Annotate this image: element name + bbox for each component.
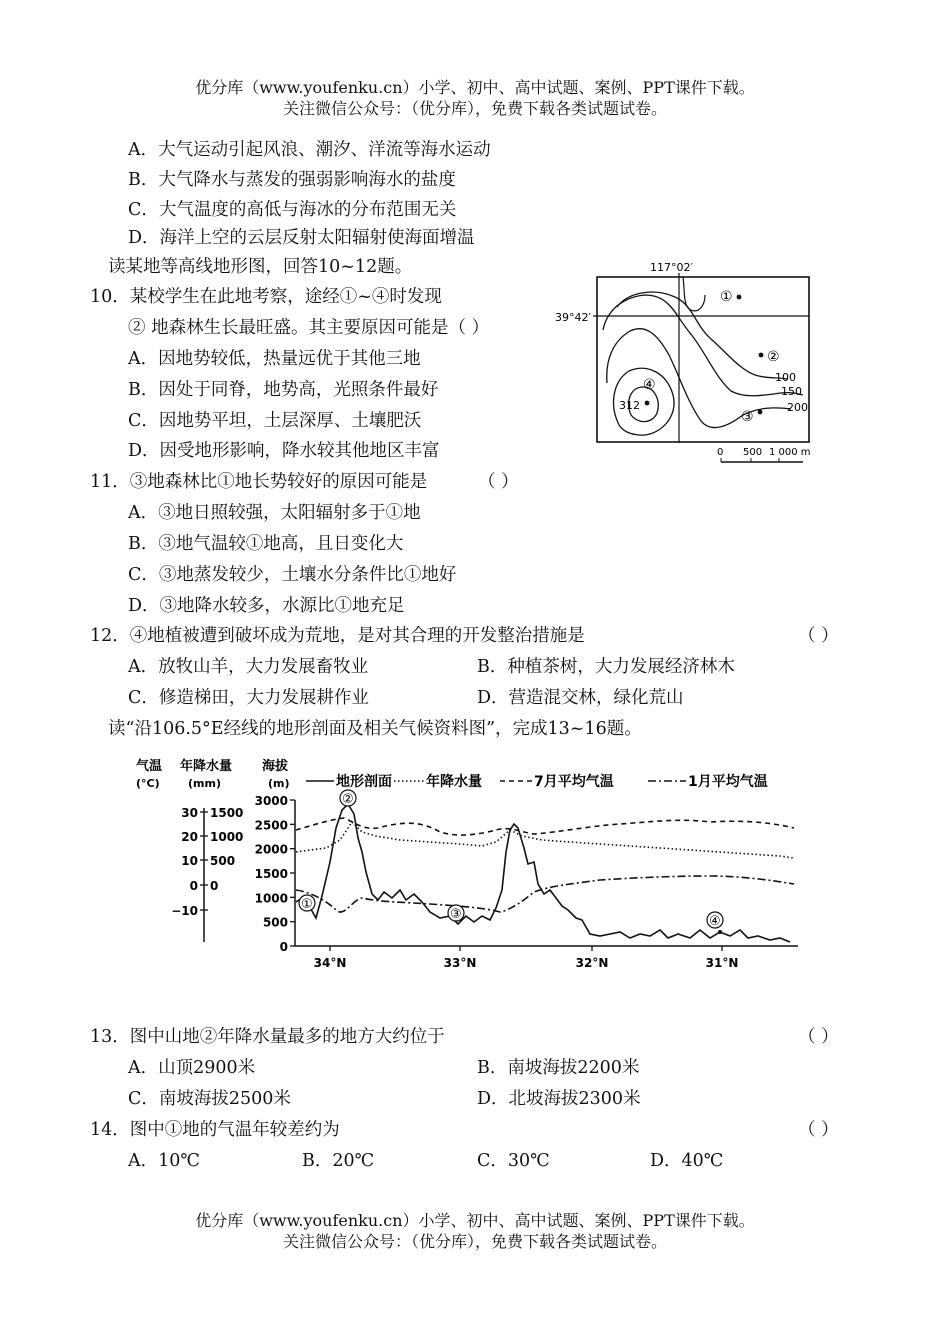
q12-option-d: D．营造混交林，绿化荒山 [477, 688, 684, 708]
unit-temp: (°C) [136, 777, 160, 790]
footer-line-2: 关注微信公众号：（优分库），免费下载各类试题试卷。 [282, 1232, 667, 1251]
q10-option-d: D．因受地形影响，降水较其他地区丰富 [128, 441, 440, 461]
x-tick-label: 31°N [705, 956, 739, 970]
q10-stem-1: 10．某校学生在此地考察，途经①~④时发现 [90, 287, 442, 307]
temp-ticks [171, 806, 208, 918]
precip-line [296, 822, 794, 858]
profile-chart [130, 752, 830, 982]
map-point-3: ③ [741, 409, 754, 425]
q14-stem: 14．图中①地的气温年较差约为 [90, 1120, 340, 1140]
peak-label: 312 [619, 399, 640, 412]
q13-option-b: B．南坡海拔2200米 [477, 1058, 640, 1078]
header-line-1: 优分库（www.youfenku.cn）小学、初中、高中试题、案例、PPT课件下载。 [195, 78, 755, 97]
q14-option-a: A．10℃ [128, 1151, 200, 1171]
scale-0: 0 [717, 447, 724, 458]
elev-tick-label: 1500 [254, 867, 288, 881]
precip-ticks [210, 806, 243, 893]
prev-option-d: D．海洋上空的云层反射太阳辐射使海面增温 [128, 228, 475, 248]
elev-tick-label: 2500 [254, 818, 288, 833]
map-latitude: 39°42′ [555, 311, 591, 324]
q11-option-c: C．③地蒸发较少，土壤水分条件比①地好 [128, 565, 457, 585]
prev-option-c: C．大气温度的高低与海冰的分布范围无关 [128, 200, 457, 220]
elev-tick-label: 2000 [254, 842, 288, 857]
temp-tick-label: 0 [189, 879, 198, 893]
july-temp-line [296, 818, 794, 835]
q14-option-b: B．20℃ [302, 1151, 375, 1171]
map-point-2: ② [767, 349, 780, 365]
q13-paren: （ ） [798, 1027, 839, 1047]
q14-paren: （ ） [798, 1120, 839, 1140]
intro-profile: 读“沿106.5°E经线的地形剖面及相关气候资料图”，完成13~16题。 [108, 719, 642, 739]
q13-option-c: C．南坡海拔2500米 [128, 1089, 291, 1109]
q13-option-a: A．山顶2900米 [128, 1058, 256, 1078]
peak-dot [645, 401, 650, 406]
elev-tick-label: 3000 [254, 794, 288, 808]
q12-stem: 12．④地植被遭到破坏成为荒地，是对其合理的开发整治措施是 [90, 626, 585, 646]
contour-map [555, 255, 825, 470]
legend-precip: 年降水量 [426, 774, 482, 790]
intro-contour: 读某地等高线地形图，回答10~12题。 [108, 257, 413, 277]
contour-label-100: 100 [775, 371, 796, 384]
precip-tick-label: 1500 [210, 806, 244, 820]
contour-100 [617, 292, 787, 379]
q11-paren: （ ） [478, 472, 519, 492]
precip-tick-label: 0 [210, 879, 219, 893]
profile-point-3: ③ [450, 907, 462, 922]
contour-200 [607, 329, 791, 428]
hdr-temp: 气温 [136, 759, 163, 774]
temp-tick-label: 10 [181, 854, 198, 868]
scale-1000: 1 000 m [769, 447, 811, 458]
x-tick-label: 32°N [575, 956, 609, 970]
profile-point-1: ① [301, 897, 313, 912]
profile-point-4: ④ [709, 914, 721, 929]
elev-tick-label: 0 [279, 940, 288, 954]
map-dot-1 [737, 295, 742, 300]
q11-option-d: D．③地降水较多，水源比①地充足 [128, 596, 405, 616]
legend [306, 773, 768, 790]
hdr-elev: 海拔 [262, 759, 289, 774]
contour-north [683, 277, 705, 311]
temp-tick-label: 20 [181, 830, 198, 844]
prev-option-b: B．大气降水与蒸发的强弱影响海水的盐度 [128, 170, 456, 190]
legend-jan: 1月平均气温 [688, 774, 768, 790]
temp-tick-label: −10 [171, 904, 198, 918]
unit-elev: (m) [268, 777, 290, 790]
precip-tick-label: 500 [210, 854, 236, 868]
map-dot-2 [759, 353, 764, 358]
q13-stem: 13．图中山地②年降水量最多的地方大约位于 [90, 1027, 445, 1047]
q12-paren: （ ） [798, 626, 839, 646]
elev-ticks [255, 794, 295, 954]
q10-stem-2: ② 地森林生长最旺盛。其主要原因可能是（ ） [128, 318, 490, 338]
elev-tick-label: 500 [262, 915, 288, 930]
map-point-4: ④ [643, 377, 656, 393]
footer-line-1: 优分库（www.youfenku.cn）小学、初中、高中试题、案例、PPT课件下载。 [195, 1211, 755, 1230]
x-ticks [314, 946, 739, 970]
contour-label-200: 200 [787, 401, 808, 414]
profile-point-2: ② [342, 792, 354, 807]
x-tick-label: 34°N [313, 956, 347, 970]
q12-option-c: C．修造梯田，大力发展耕作业 [128, 688, 369, 708]
q14-option-d: D．40℃ [650, 1151, 724, 1171]
temp-tick-label: 30 [181, 806, 198, 820]
scale-500: 500 [743, 447, 763, 458]
contour-label-150: 150 [781, 385, 802, 398]
q11-option-a: A．③地日照较强，太阳辐射多于①地 [128, 503, 421, 523]
map-dot-3 [758, 410, 763, 415]
q10-option-a: A．因地势较低，热量远优于其他三地 [128, 349, 421, 369]
q11-option-b: B．③地气温较①地高，且日变化大 [128, 534, 404, 554]
q10-option-b: B．因处于同脊，地势高，光照条件最好 [128, 380, 439, 400]
q12-option-a: A．放牧山羊，大力发展畜牧业 [128, 657, 369, 677]
q12-option-b: B．种植茶树，大力发展经济林木 [477, 657, 735, 677]
q14-option-c: C．30℃ [477, 1151, 550, 1171]
header-line-2: 关注微信公众号：（优分库），免费下载各类试题试卷。 [282, 99, 667, 118]
q11-stem: 11．③地森林比①地长势较好的原因可能是 [90, 472, 428, 492]
map-point-1: ① [720, 289, 733, 305]
legend-terrain: 地形剖面 [336, 774, 392, 790]
map-longitude: 117°02′ [650, 261, 693, 274]
hdr-precip: 年降水量 [180, 759, 233, 774]
q10-option-c: C．因地势平坦，土层深厚、土壤肥沃 [128, 411, 422, 431]
precip-tick-label: 1000 [210, 830, 244, 844]
contour-150 [603, 295, 803, 396]
unit-precip: (mm) [188, 777, 221, 790]
q13-option-d: D．北坡海拔2300米 [477, 1089, 641, 1109]
x-tick-label: 33°N [443, 956, 477, 970]
elev-tick-label: 1000 [254, 891, 288, 906]
legend-july: 7月平均气温 [534, 774, 614, 790]
prev-option-a: A．大气运动引起风浪、潮汐、洋流等海水运动 [128, 140, 491, 160]
